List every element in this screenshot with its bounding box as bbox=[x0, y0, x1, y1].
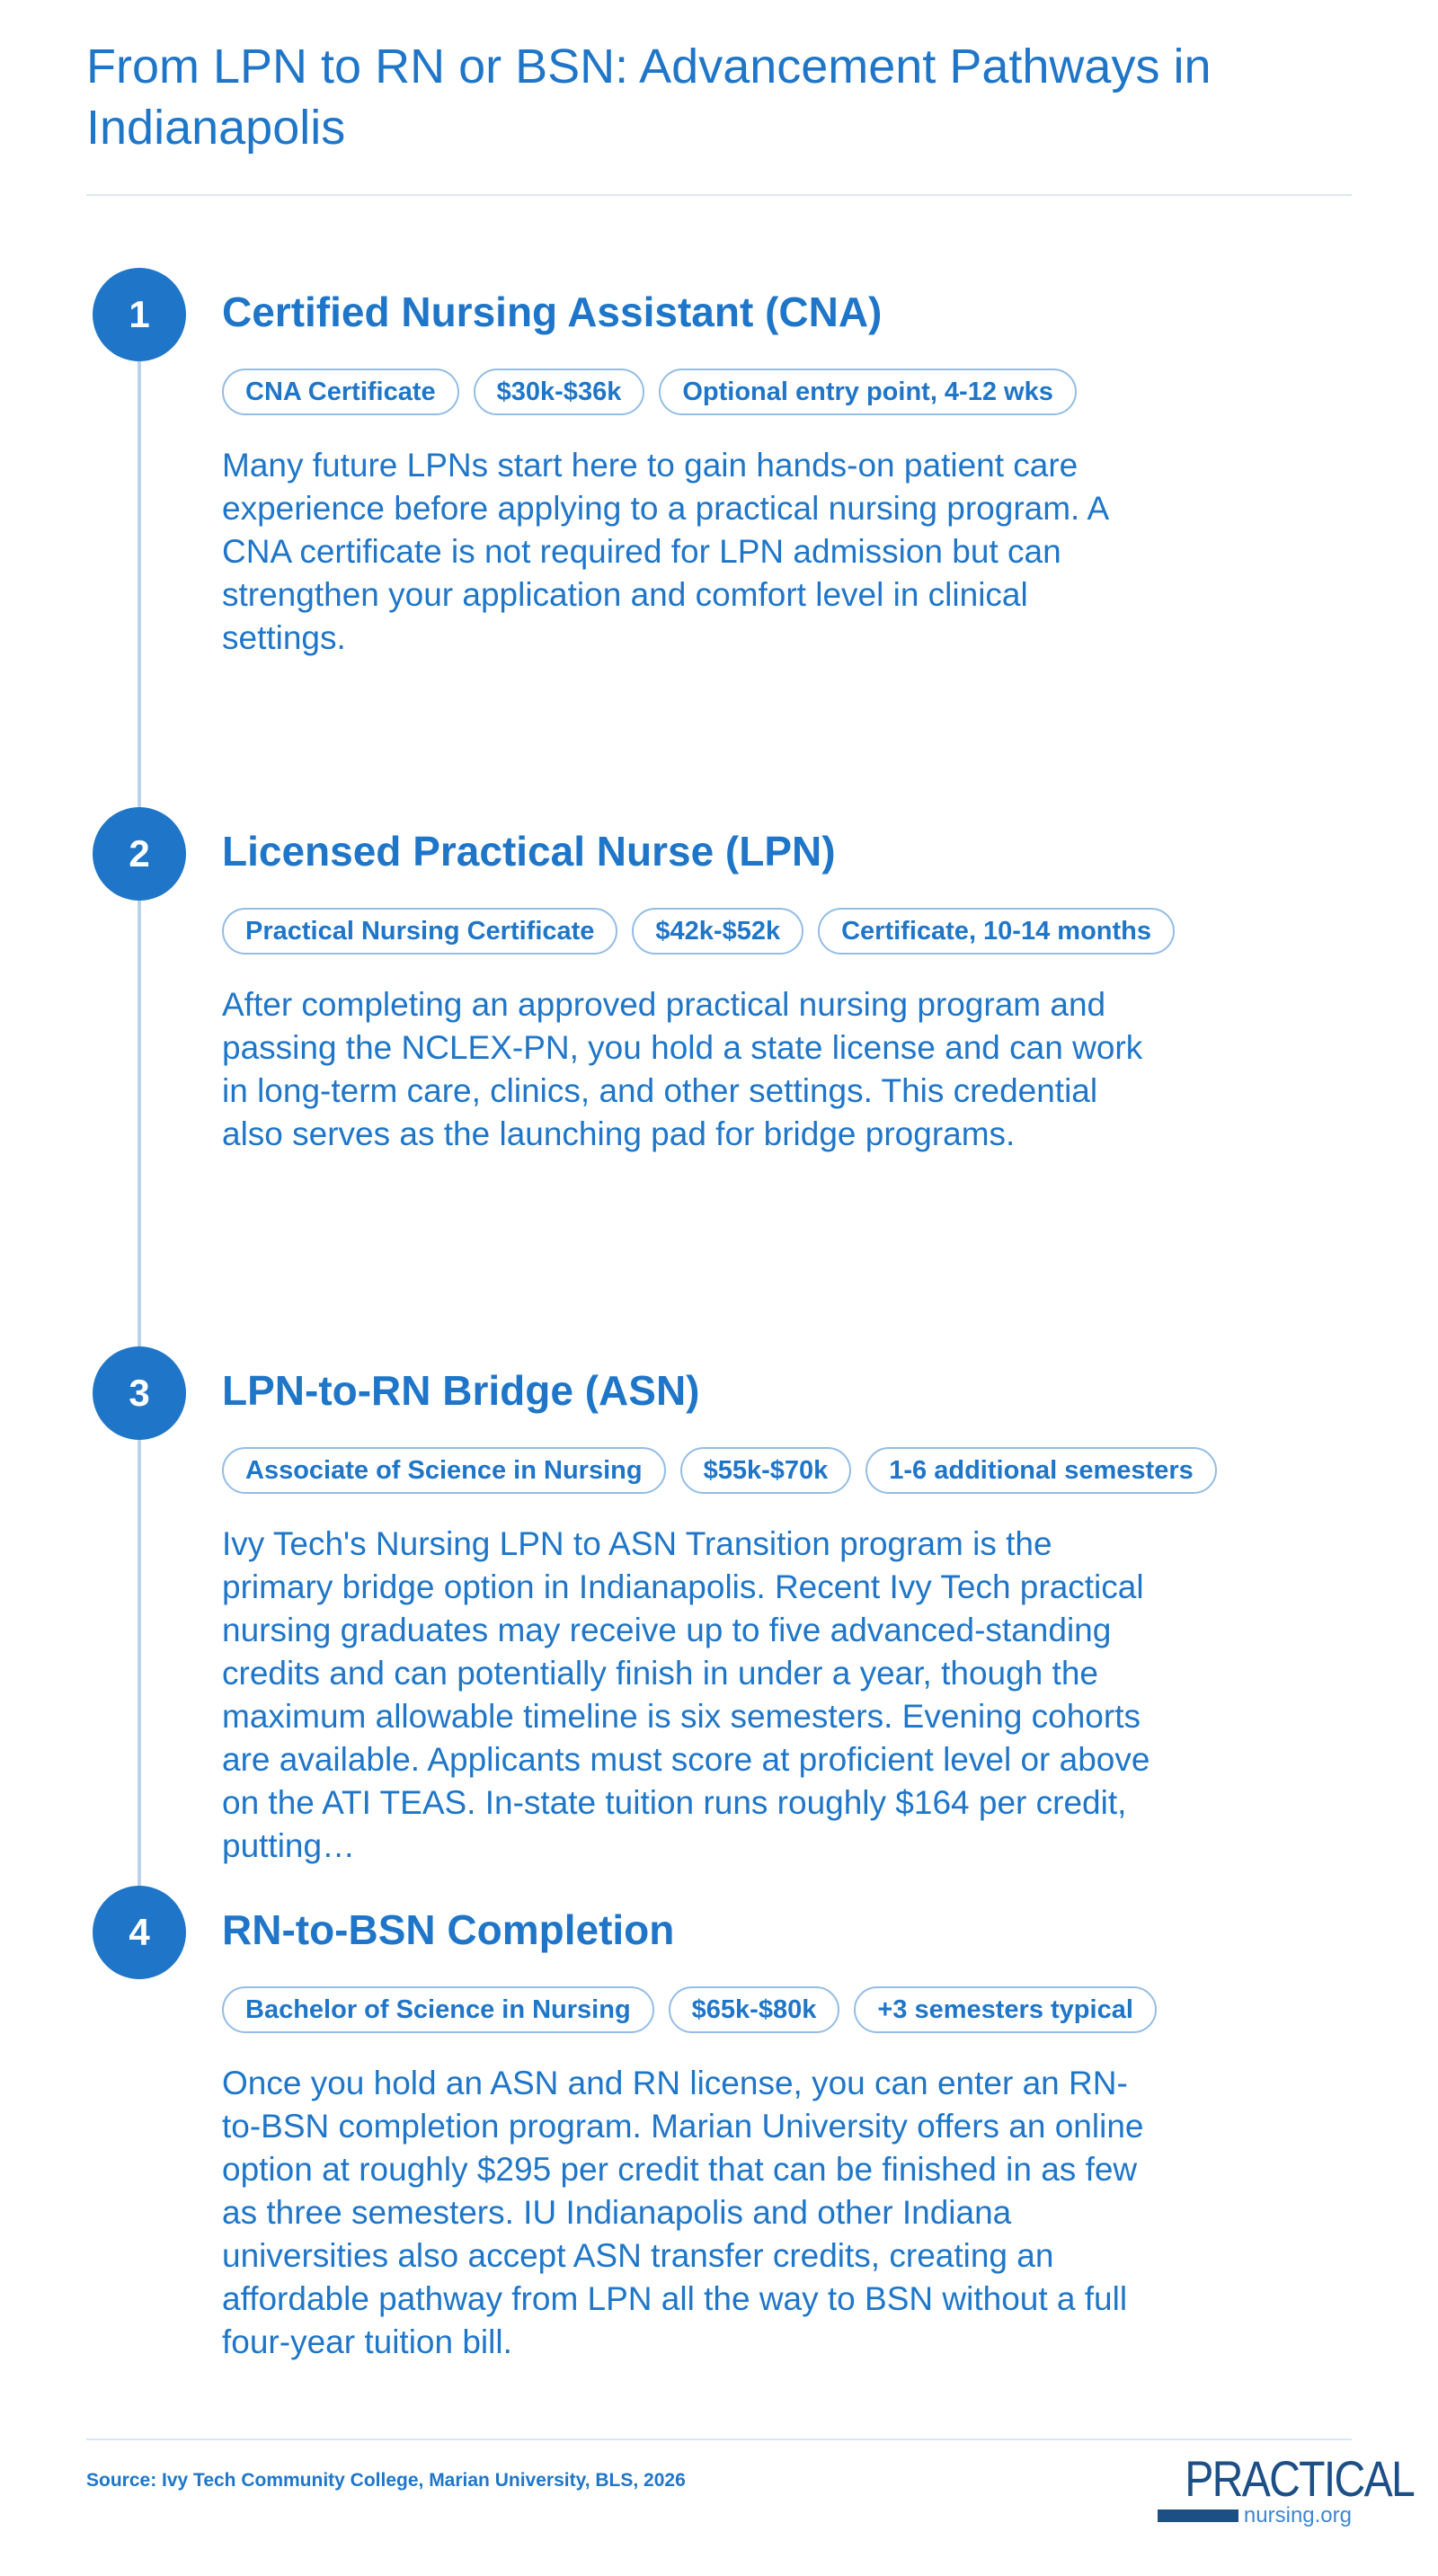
step-tags bbox=[222, 1986, 1157, 2033]
practical-nursing-logo bbox=[1158, 2450, 1415, 2527]
timeline-line bbox=[138, 315, 141, 1896]
logo-wordmark: PRACTICAL bbox=[1185, 2450, 1415, 2507]
salary-tag: $30k-$36k bbox=[474, 369, 645, 415]
credential-tag: CNA Certificate bbox=[222, 369, 459, 415]
logo-bar bbox=[1158, 2509, 1238, 2522]
step-number-badge: 4 bbox=[93, 1886, 186, 1979]
duration-tag: Optional entry point, 4-12 wks bbox=[659, 369, 1077, 415]
credential-tag: Practical Nursing Certificate bbox=[222, 908, 617, 955]
header-divider bbox=[86, 194, 1352, 196]
footer-divider bbox=[86, 2438, 1352, 2440]
duration-tag: 1-6 additional semesters bbox=[865, 1447, 1216, 1494]
page-title: From LPN to RN or BSN: Advancement Pathways in Indianapolis bbox=[86, 40, 1212, 155]
step-number-badge: 3 bbox=[93, 1346, 186, 1440]
source-citation: Source: Ivy Tech Community College, Marian University, BLS, 2026 bbox=[86, 2470, 686, 2491]
salary-tag: $65k-$80k bbox=[669, 1986, 840, 2033]
salary-tag: $55k-$70k bbox=[680, 1447, 852, 1494]
step-tags bbox=[222, 369, 1077, 415]
step-description: Once you hold an ASN and RN license, you can enter an RN-to-BSN completion program. Marian University offers an online option at roughly $295 per credit that can be finished in as few as three semesters. IU Indianapolis and other Indiana universities also accept ASN transfer credits, creating an affordable pathway from LPN all the way to BSN without a full four-year tuition bill. bbox=[222, 2065, 1144, 2360]
logo-domain: nursing.org bbox=[1243, 2503, 1352, 2527]
credential-tag: Associate of Science in Nursing bbox=[222, 1447, 666, 1494]
step-description: Ivy Tech's Nursing LPN to ASN Transition program is the primary bridge option in Indianapolis. Recent Ivy Tech practical nursing graduates may receive up to five advanced-standing credits and can potentially finish in under a year, though the maximum allowable timeline is six semesters. Evening cohorts are available. Applicants must score at proficient level or above on the ATI TEAS. In-state tuition runs roughly $164 per credit, putting… bbox=[222, 1525, 1150, 1864]
salary-tag: $42k-$52k bbox=[632, 908, 803, 955]
step-title: Licensed Practical Nurse (LPN) bbox=[222, 828, 836, 875]
step-title: LPN-to-RN Bridge (ASN) bbox=[222, 1367, 700, 1414]
step-tags bbox=[222, 1447, 1217, 1494]
step-number-badge: 2 bbox=[93, 807, 186, 901]
step-title: RN-to-BSN Completion bbox=[222, 1906, 675, 1953]
credential-tag: Bachelor of Science in Nursing bbox=[222, 1986, 654, 2033]
duration-tag: Certificate, 10-14 months bbox=[818, 908, 1175, 955]
step-title: Certified Nursing Assistant (CNA) bbox=[222, 289, 883, 335]
step-number-badge: 1 bbox=[93, 268, 186, 361]
step-description: Many future LPNs start here to gain hands-on patient care experience before applying to a practical nursing program. A CNA certificate is not required for LPN admission but can strengthen your application and comfort level in clinical settings. bbox=[222, 447, 1108, 656]
step-description: After completing an approved practical nursing program and passing the NCLEX-PN, you hold a state license and can work in long-term care, clinics, and other settings. This credential also serves as the launching pad for bridge programs. bbox=[222, 986, 1143, 1152]
step-tags bbox=[222, 908, 1175, 955]
duration-tag: +3 semesters typical bbox=[854, 1986, 1157, 2033]
